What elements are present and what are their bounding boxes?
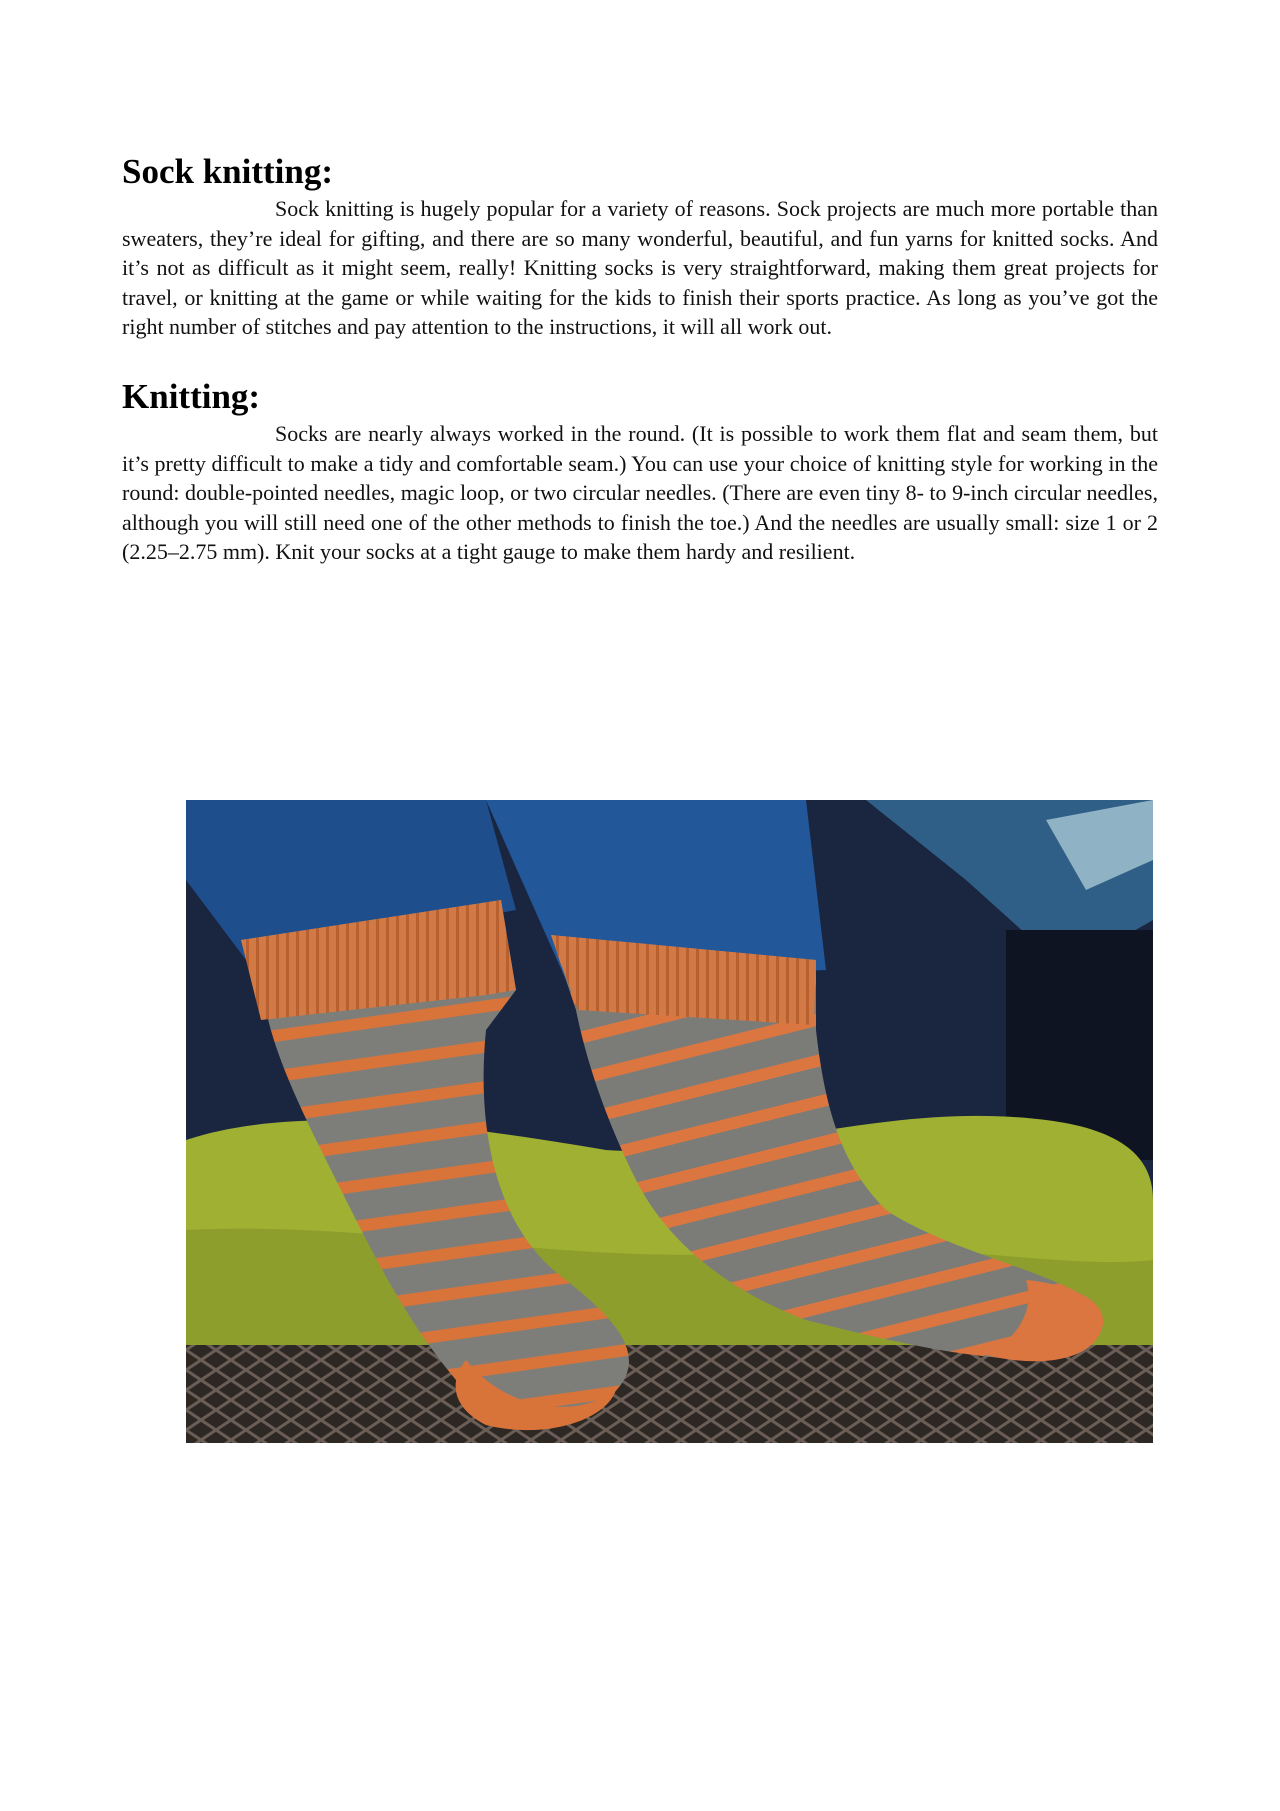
section-heading-sock-knitting: Sock knitting: (122, 152, 334, 191)
knitted-socks-photo (186, 800, 1153, 1443)
paragraph-sock-knitting: Sock knitting is hugely popular for a variety of reasons. Sock projects are much more portable than sweaters, they’re ideal for gifting, and there are so many wonderful, beautiful, and fun yarns for knitted socks. And it’s not as difficult as it might seem, really! Knitting socks is very straightforward, making them great projects for travel, or knitting at the game or while waiting for the kids to finish their sports practice. As long as you’ve got the right number of stitches and pay attention to the instructions, it will all work out. (122, 196, 1158, 340)
socks-illustration (186, 800, 1153, 1443)
paragraph-knitting: Socks are nearly always worked in the round. (It is possible to work them flat and seam them, but it’s pretty difficult to make a tidy and comfortable seam.) You can use your choice of knitting style for working in the round: double-pointed needles, magic loop, or two circular needles. (There are even tiny 8- to 9-inch circular needles, although you will still need one of the other methods to finish the toe.) And the needles are usually small: size 1 or 2 (2.25–2.75 mm). Knit your socks at a tight gauge to make them hardy and resilient. (122, 420, 1158, 565)
section-heading-knitting: Knitting: (122, 376, 261, 416)
wicker-shape (186, 1345, 1153, 1443)
section-spacer (122, 342, 1158, 375)
document-content (122, 150, 1158, 567)
